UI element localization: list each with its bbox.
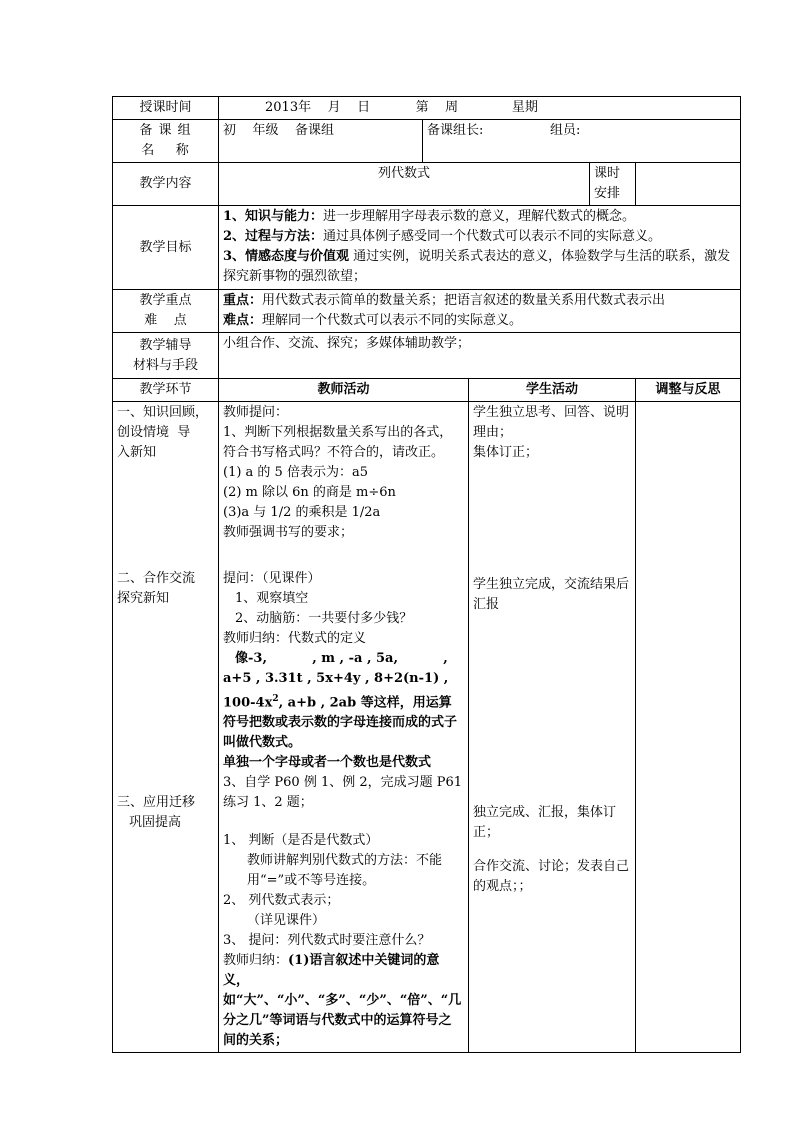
group-members: 组员: — [550, 123, 581, 138]
teacher-line-4: (2) m 除以 6n 的商是 m÷6n — [223, 485, 396, 500]
group-leader: 备课组长: — [427, 123, 484, 138]
stage-column — [113, 402, 219, 1053]
group-label-cell — [113, 120, 219, 163]
student-line-3: 学生独立完成，交流结果后汇报 — [473, 577, 630, 612]
header-reflect: 调整与反思 — [636, 379, 741, 402]
teacher-line-6: 教师强调书写的要求； — [223, 525, 354, 540]
group-label-line1: 备 课 组 — [139, 123, 192, 138]
teacher-line-21-head: 教师归纳： — [223, 953, 289, 969]
stage-1-line3: 入新知 — [117, 445, 157, 460]
diff-text: 理解同一个代数式可以表示不同的实际意义。 — [262, 313, 523, 328]
key-text: 用代数式表示简单的数量关系；把语言叙述的数量关系用代数式表示出 — [262, 293, 666, 308]
student-line-4: 独立完成、汇报，集体订正； — [473, 805, 617, 840]
teacher-line-14: 单独一个字母或者一个数也是代数式 — [223, 755, 432, 771]
stage-3 — [117, 793, 214, 833]
hours-label-line2: 安排 — [594, 186, 621, 201]
teacher-line-21-text: (1)语言叙述中关键词的意义，如“大”、“小”、“多”、“少”、“倍”、“几分之几”等词语与代数式中的运算符号之间的关系； — [223, 953, 462, 1049]
reflect-column — [636, 402, 741, 1053]
header-student: 学生活动 — [469, 379, 636, 402]
header-stage: 教学环节 — [113, 379, 219, 402]
key-point — [223, 291, 736, 311]
goals-cell — [219, 206, 741, 290]
teacher-line-2: 1、判断下列根据数量关系写出的各式，符合书写格式吗？不符合的，请改正。 — [223, 425, 453, 460]
teacher-line-1: 教师提问： — [223, 405, 289, 420]
stage-2 — [117, 569, 214, 609]
goals-label: 教学目标 — [113, 206, 219, 290]
lesson-plan-table — [112, 96, 741, 1053]
hours-label-cell — [590, 163, 636, 206]
key-label-cell — [113, 290, 219, 333]
group-name: 初 年级 备课组 — [219, 120, 423, 163]
stage-2-line2: 探究新知 — [117, 591, 170, 606]
difficult-point — [223, 311, 736, 331]
teacher-line-13 — [223, 689, 464, 753]
teacher-line-5: (3)a 与 1/2 的乘积是 1/2a — [223, 505, 381, 520]
goal-head-1: 1、知识与能力： — [223, 209, 324, 224]
hours-label-line1: 课时 — [594, 166, 621, 181]
teacher-line-9: 2、动脑筋：一共要付多少钱？ — [235, 611, 413, 626]
goal-head-3: 3、情感态度与价值观 — [223, 249, 350, 264]
teacher-line-13b: , a+b , 2ab 等这样，用运算符号把数或表示数的字母连接而成的式子叫做代数式。 — [223, 695, 458, 751]
stage-1-line1: 一、知识回顾， — [117, 405, 209, 420]
diff-head: 难点： — [223, 313, 263, 328]
stage-3-line1: 三、应用迁移 — [117, 795, 196, 810]
stage-2-line1: 二、合作交流 — [117, 571, 196, 586]
key-label-line1: 教学重点 — [139, 293, 192, 308]
teacher-line-3: (1) a 的 5 倍表示为：a5 — [223, 465, 368, 480]
content-value: 列代数式 — [219, 163, 590, 206]
teacher-line-16: 1、 判断（是否是代数式） — [223, 833, 379, 849]
goal-text-1: 进一步理解用字母表示数的意义，理解代数式的概念。 — [323, 209, 636, 224]
aids-value: 小组合作、交流、探究；多媒体辅助教学； — [219, 333, 741, 379]
teacher-line-19: （详见课件） — [247, 913, 326, 929]
time-value: 2013年 月 日 第 周 星期 — [219, 97, 741, 120]
teacher-line-7: 提问：（见课件） — [223, 571, 321, 586]
time-label: 授课时间 — [113, 97, 219, 120]
teacher-line-8: 1、观察填空 — [235, 591, 309, 606]
group-leader-members-cell — [423, 120, 741, 163]
student-line-5: 合作交流、讨论；发表自己的观点；； — [473, 859, 630, 894]
hours-value — [636, 163, 741, 206]
student-column — [469, 402, 636, 1053]
teacher-line-11: 像-3, , m , -a , 5a, , — [235, 651, 448, 666]
stage-1-line2: 创设情境 导 — [117, 425, 191, 440]
teacher-line-20: 3、 提问：列代数式时要注意什么？ — [223, 933, 431, 949]
group-label-line2: 名 称 — [141, 143, 190, 158]
key-label-line2: 难 点 — [144, 313, 187, 328]
goal-text-2: 通过具体例子感受同一个代数式可以表示不同的实际意义。 — [323, 229, 662, 244]
student-line-2: 集体订正； — [473, 445, 539, 460]
teacher-line-18: 2、 列代数式表示； — [223, 893, 340, 909]
key-head: 重点： — [223, 293, 263, 308]
key-cell — [219, 290, 741, 333]
stage-3-line2: 巩固提高 — [129, 815, 182, 830]
teacher-line-15: 3、自学 P60 例 1、例 2，完成习题 P61 练习 1、2 题； — [223, 775, 463, 811]
teacher-line-21 — [223, 951, 464, 1051]
teacher-column — [219, 402, 469, 1053]
goal-text-3: 通过实例，说明关系式表达的意义，体验数学与生活的联系，激发探究新事物的强烈欲望； — [223, 249, 731, 284]
student-line-1: 学生独立思考、回答、说明理由； — [473, 405, 630, 440]
goal-item-1 — [223, 207, 736, 227]
aids-label-line2: 材料与手段 — [132, 357, 198, 373]
teacher-line-13-sup: 2 — [272, 694, 279, 704]
header-teacher: 教师活动 — [219, 379, 469, 402]
teacher-line-12: a+5 , 3.31t , 5x+4y , 8+2(n-1) , — [223, 671, 449, 686]
goal-item-2 — [223, 227, 736, 247]
goal-item-3 — [223, 247, 736, 287]
aids-label-line1: 教学辅导 — [139, 337, 192, 353]
goal-head-2: 2、过程与方法： — [223, 229, 324, 244]
teacher-line-10: 教师归纳：代数式的定义 — [223, 631, 367, 646]
content-label: 教学内容 — [113, 163, 219, 206]
aids-label-cell — [113, 333, 219, 379]
teacher-line-17: 教师讲解判别代数式的方法：不能用“=”或不等号连接。 — [247, 853, 443, 889]
stage-1 — [117, 403, 214, 463]
teacher-line-13a: 100-4x — [223, 695, 273, 711]
